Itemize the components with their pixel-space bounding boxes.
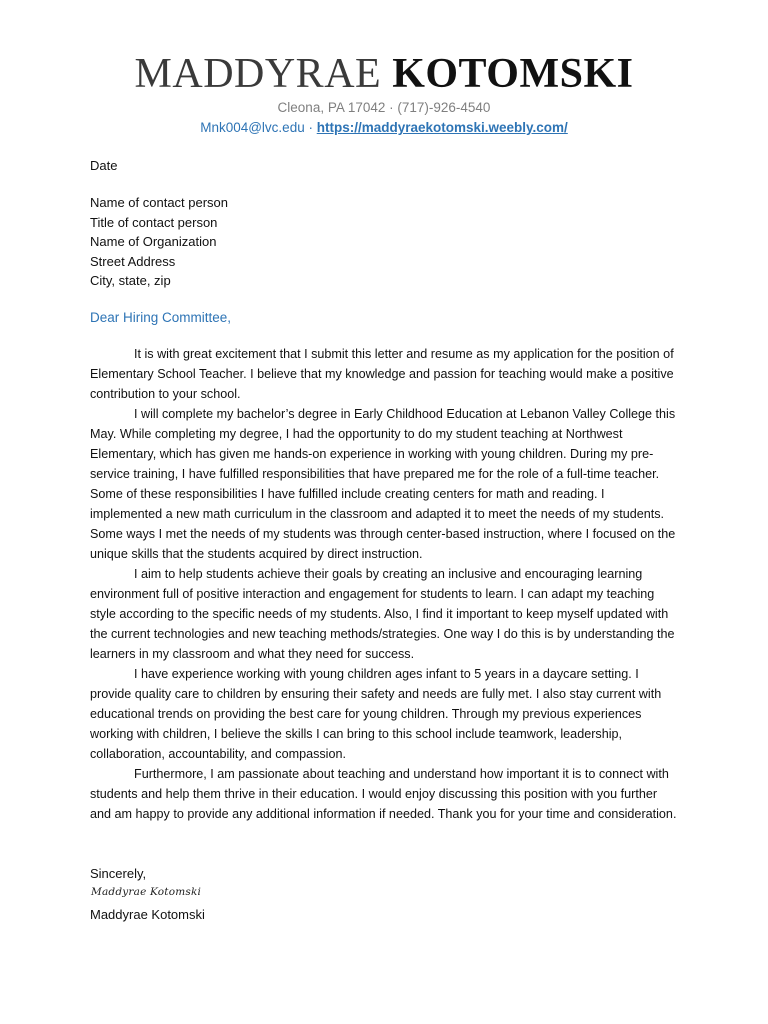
body-paragraph: It is with great excitement that I submit this letter and resume as my application for the position of Elementary School Teacher. I believe that my knowledge and passion for teaching would make a positive contribution to your school. [90, 347, 674, 401]
salutation: Dear Hiring Committee, [90, 310, 232, 325]
signed-name: Maddyrae Kotomski [90, 907, 205, 922]
first-name: MADDYRAE [134, 51, 382, 97]
body-paragraph: I will complete my bachelor’s degree in Early Childhood Education at Lebanon Valley College this May. While completing my degree, I had the opportunity to do my student teaching at Northwest Elementary, which has given me hands-on experience in working with young children. During my pre-service training, I have fulfilled responsibilities that have prepared me for the role of a full-time teacher. Some of these responsibilities I have fulfilled include creating centers for math and reading. I implemented a new math curriculum in the classroom and adapted it to meet the needs of my students. Some ways I met the needs of my students was through center-based instruction, where I focused on the unique skills that the students acquired by direct instruction. [90, 407, 676, 561]
recipient-contact-title: Title of contact person [90, 214, 218, 230]
body-paragraph: I have experience working with young children ages infant to 5 years in a daycare setting. I provide quality care to children by ensuring their safety and needs are fully met. I also stay current with educational trends on providing the best care for young children. Through my previous experiences working with children, I believe the skills I can bring to this school include teamwork, leadership, collaboration, accountability, and compassion. [90, 667, 662, 761]
recipient-street: Street Address [90, 253, 176, 269]
body-paragraph: I aim to help students achieve their goals by creating an inclusive and encouraging learning environment full of positive interaction and engagement for students to learn. I can adapt my teaching style according to the specific needs of my students. Also, I find it important to keep myself updated with the current technologies and new teaching methods/strategies. One way I do this is by understanding the learners in my classroom and what they need for success. [90, 567, 675, 661]
last-name: KOTOMSKI [392, 51, 634, 97]
email-link[interactable]: Mnk004@lvc.edu [200, 120, 305, 135]
recipient-contact-name: Name of contact person [90, 195, 229, 210]
recipient-organization: Name of Organization [90, 234, 217, 249]
contact-line: Cleona, PA 17042 · (717)-926-4540 [277, 100, 491, 115]
handwritten-signature: Maddyrae Kotomski [91, 886, 202, 898]
letter-date: Date [90, 158, 118, 173]
recipient-city-state-zip: City, state, zip [90, 273, 171, 288]
recipient-address [90, 193, 690, 291]
website-link[interactable]: https://maddyraekotomski.weebly.com/ [316, 120, 568, 135]
link-separator: · [304, 120, 317, 135]
applicant-name-heading [0, 48, 768, 100]
contact-links [0, 119, 768, 137]
closing: Sincerely, [90, 866, 147, 881]
body-paragraph: Furthermore, I am passionate about teaching and understand how important it is to connect with students and help them thrive in their education. I would enjoy discussing this position with you further and am happy to provide any additional information if needed. Thank you for your time and consideration. [90, 767, 677, 821]
letter-body [90, 344, 680, 824]
